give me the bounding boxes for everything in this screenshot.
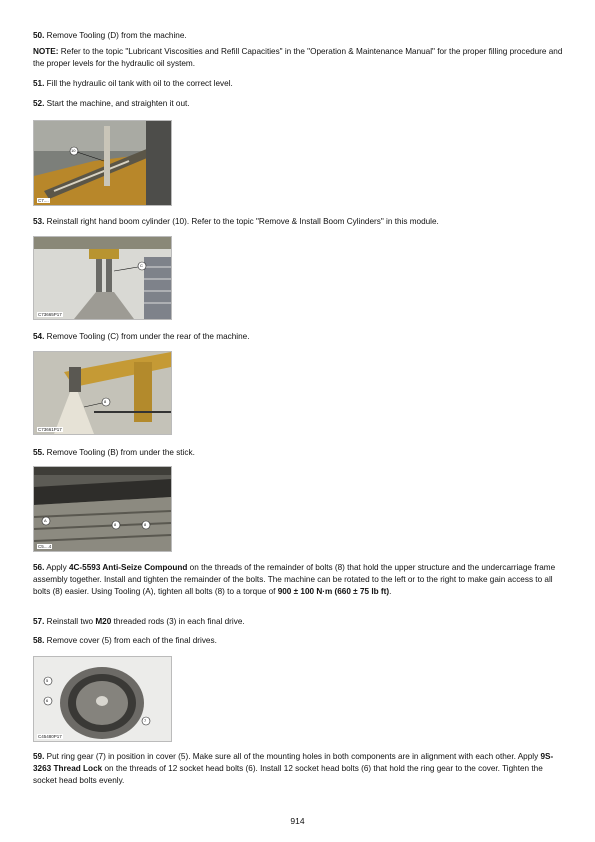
callout-8: 8 — [104, 399, 107, 404]
photo-caption: C5....4 — [38, 544, 52, 549]
photo-caption: C45480P17 — [38, 734, 62, 739]
step-59: 59. Put ring gear (7) in position in cover (5). Make sure all of the mounting holes in both components are in alignment with each other. Apply 9S-3263 Thread Lock on the threads of 12 socket head bolts (6). Install 12 socket head bolts (6) that hold the ring gear to the cover. Tighten the socket head bolts evenly. — [33, 752, 554, 785]
step-51: 51. Fill the hydraulic oil tank with oil to the correct level. — [33, 79, 233, 88]
step-54: 54. Remove Tooling (C) from under the rear of the machine. — [33, 332, 250, 341]
page-number: 914 — [290, 816, 305, 826]
step-57: 57. Reinstall two M20 threaded rods (3) in each final drive. — [33, 617, 245, 626]
callout-8: 8 — [144, 522, 147, 527]
photo-caption: C73665P17 — [38, 312, 62, 317]
callout-7: 7 — [144, 718, 147, 723]
photo-cylinder-rear — [33, 351, 172, 435]
callout-c: C — [140, 263, 143, 268]
step-53: 53. Reinstall right hand boom cylinder (10). Refer to the topic "Remove & Install Boom Cylinders" in this module. — [33, 217, 439, 226]
callout-5: 5 — [46, 678, 49, 683]
callout-6: 6 — [46, 698, 49, 703]
photo-caption: C73661P17 — [38, 427, 62, 432]
step-52: 52. Start the machine, and straighten it out. — [33, 99, 190, 108]
callout-10: 10 — [71, 148, 76, 153]
photo-cover-ring-gear — [33, 656, 172, 742]
photo-boom-cylinder — [33, 120, 172, 206]
photo-tooling-c — [33, 236, 172, 320]
step-55: 55. Remove Tooling (B) from under the stick. — [33, 448, 195, 457]
note-paragraph: NOTE: Refer to the topic "Lubricant Viscosities and Refill Capacities" in the "Operation & Maintenance Manual" for the proper filling procedure and the proper levels for the hydraulic oil system. — [33, 47, 563, 68]
step-58: 58. Remove cover (5) from each of the final drives. — [33, 636, 217, 645]
photo-track-bolts — [33, 466, 172, 552]
callout-8: 8 — [114, 522, 117, 527]
photo-caption: C7.... — [38, 198, 49, 203]
step-56: 56. Apply 4C-5593 Anti-Seize Compound on the threads of the remainder of bolts (8) that hold the upper structure and the undercarriage frame assembly together. Install and tighten the remainder of the bolts. The machine can be rotated to the left or to the right to make gain access to all bolts (8) easier. Using Tooling (A), tighten all bolts (8) to a torque of 900 ± 100 N·m (660 ± 75 lb ft). — [33, 563, 556, 596]
callout-a: A — [44, 518, 47, 523]
step-50: 50. Remove Tooling (D) from the machine. — [33, 31, 187, 40]
